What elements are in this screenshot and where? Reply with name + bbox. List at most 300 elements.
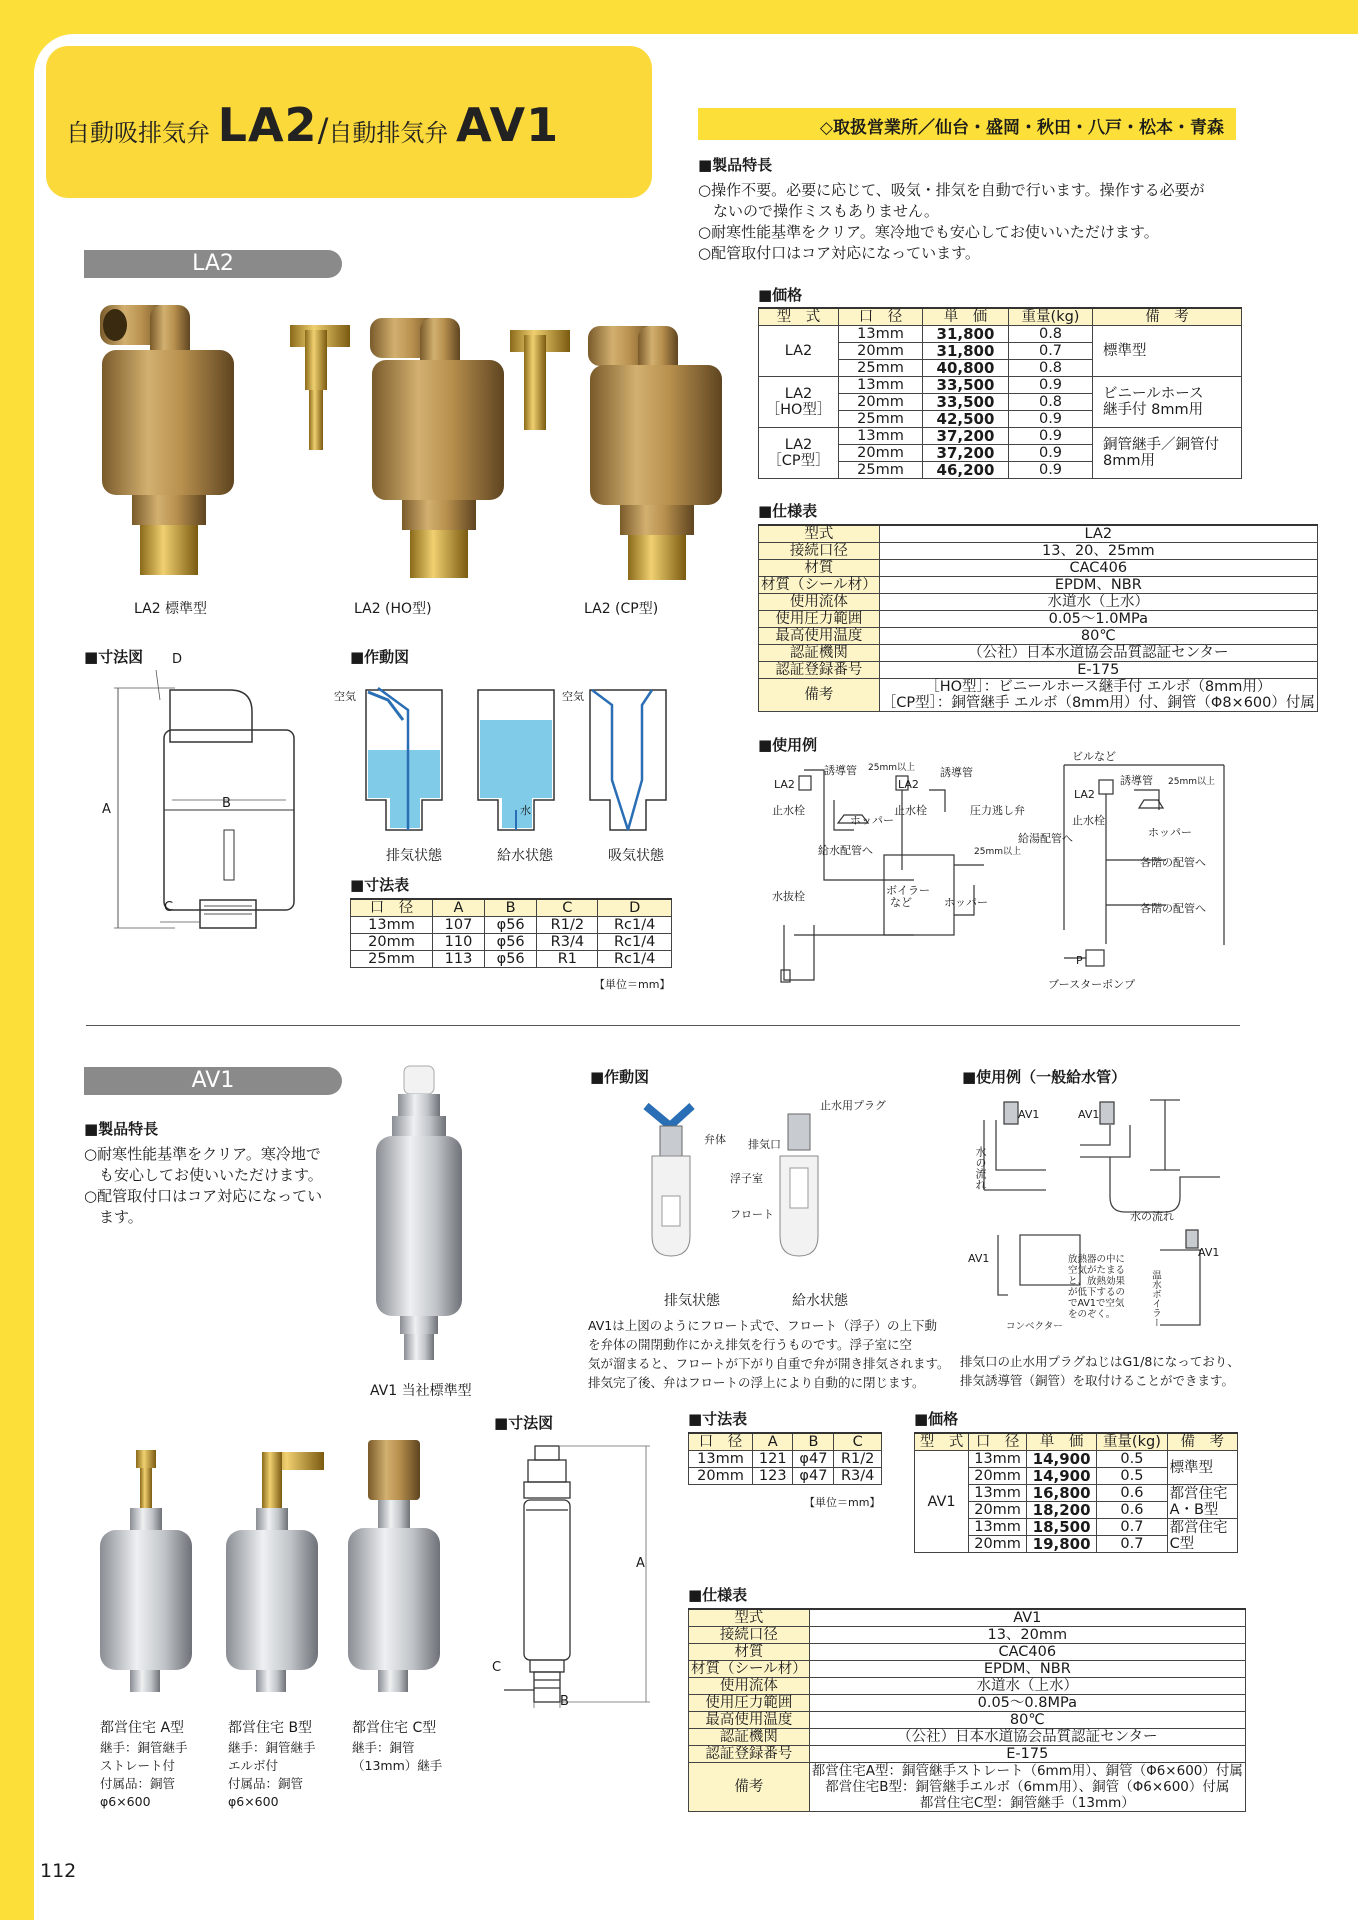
table-cell: E-175 — [879, 662, 1317, 679]
table-row — [759, 611, 1318, 628]
table-cell: 水道水（上水） — [879, 594, 1317, 611]
table-cell: （公社）日本水道協会品質認証センター — [879, 645, 1317, 662]
av1-op-chamber: 浮子室 — [730, 1172, 763, 1185]
la2-op-heading: ■作動図 — [350, 648, 410, 666]
av1-price-heading: ■価格 — [914, 1410, 959, 1428]
section-divider — [86, 1025, 1240, 1026]
table-header: 単 価 — [1026, 1433, 1096, 1451]
usage-relief: 圧力逃し弁 — [970, 804, 1025, 817]
table-cell: Rc1/4 — [598, 917, 672, 934]
table-header: 備 考 — [1167, 1433, 1237, 1451]
la2-dim-a: A — [102, 802, 111, 817]
av1-variant-line: 付属品：銅管 — [228, 1776, 304, 1791]
table-row — [689, 1678, 1246, 1695]
table-cell: AV1 — [915, 1451, 969, 1553]
table-cell: 13mm — [969, 1485, 1027, 1502]
table-cell: 標準型 — [1167, 1451, 1237, 1485]
table-cell: 25mm — [351, 951, 433, 968]
table-cell: Rc1/4 — [598, 951, 672, 968]
cell-line: ［CP型］ — [767, 453, 830, 469]
table-cell: 80℃ — [809, 1712, 1245, 1729]
la2-feature-line: ○配管取付口はコア対応になっています。 — [698, 244, 980, 262]
usage-stop2: 止水栓 — [894, 804, 927, 817]
table-cell: 認証機関 — [759, 645, 880, 662]
av1-price-table — [914, 1432, 1238, 1553]
top-border — [0, 0, 1358, 34]
table-cell — [809, 1763, 1245, 1812]
table-cell: 備考 — [689, 1763, 810, 1812]
usage-stop3: 止水栓 — [1072, 814, 1105, 827]
la2-pill: LA2 — [84, 250, 342, 278]
table-cell — [1093, 428, 1242, 479]
av1-feature-line: も安心してお使いいただけます。 — [84, 1166, 323, 1184]
table-cell: 42,500 — [923, 411, 1009, 428]
table-cell: LA2 — [759, 326, 839, 377]
usage-la2-c: LA2 — [1074, 788, 1095, 801]
table-cell: 20mm — [969, 1536, 1027, 1553]
cell-line: 都営住宅 — [1169, 1519, 1228, 1536]
table-cell: 25mm — [839, 411, 923, 428]
usage-hotwater: 給湯配管へ — [1018, 832, 1073, 845]
table-cell: R3/4 — [537, 934, 598, 951]
table-cell: R1/2 — [834, 1451, 882, 1468]
page-number: 112 — [40, 1860, 77, 1882]
av1-usage-flow1: 水の流れ — [974, 1146, 987, 1190]
av1-variant-line: （13mm）継手 — [352, 1758, 443, 1773]
la2-dimtable — [350, 898, 672, 968]
av1-variant-line: φ6×600 — [100, 1794, 151, 1809]
la2-caption-standard: LA2 標準型 — [134, 601, 208, 617]
la2-spec-table — [758, 524, 1318, 712]
usage-guide1: 誘導管 — [824, 764, 857, 777]
table-header: B — [793, 1433, 834, 1451]
usage-25mm-a: 25mm以上 — [868, 763, 915, 773]
av1-usage-desc-line: 排気誘導管（銅管）を取付けることができます。 — [960, 1373, 1235, 1388]
table-cell: 33,500 — [923, 394, 1009, 411]
table-cell: 認証登録番号 — [689, 1746, 810, 1763]
la2-dim-c: C — [164, 900, 174, 915]
table-row — [689, 1451, 882, 1468]
av1-main-photo — [364, 1066, 484, 1366]
table-row — [689, 1712, 1246, 1729]
table-row — [351, 934, 672, 951]
av1-variant-line: ストレート付 — [100, 1758, 176, 1773]
av1-features — [84, 1144, 323, 1228]
table-header: 口 径 — [969, 1433, 1027, 1451]
table-cell: 最高使用温度 — [759, 628, 880, 645]
av1-usage-av1d: AV1 — [1198, 1246, 1220, 1259]
la2-ho-photo — [290, 318, 504, 578]
cell-line: ビニールホース — [1103, 386, 1204, 402]
usage-boiler1: ボイラー — [886, 884, 930, 897]
table-cell: 14,900 — [1026, 1468, 1096, 1485]
table-cell: 0.6 — [1097, 1502, 1167, 1519]
usage-each1: 各階の配管へ — [1140, 856, 1206, 869]
op-exhaust — [366, 688, 442, 830]
la2-op-state1: 排気状態 — [386, 848, 442, 864]
av1-variant-line: 継手：銅管継手 — [100, 1740, 188, 1755]
table-header: 口 径 — [351, 899, 433, 917]
table-cell: 備考 — [759, 679, 880, 712]
table-header-row — [915, 1433, 1238, 1451]
table-cell: 接続口径 — [759, 543, 880, 560]
cell-line: 都営住宅C型：銅管継手（13mm） — [919, 1795, 1135, 1811]
table-header: 口 径 — [839, 308, 923, 326]
la2-dimtable-heading: ■寸法表 — [350, 876, 410, 894]
cell-line: 都営住宅 — [1169, 1485, 1228, 1502]
av1-dimtable-heading: ■寸法表 — [688, 1410, 748, 1428]
usage-hopper2: ホッパー — [944, 896, 988, 909]
table-cell: 認証機関 — [689, 1729, 810, 1746]
usage-p: P — [1076, 954, 1083, 967]
table-cell: 0.7 — [1097, 1519, 1167, 1536]
av1-main-caption: AV1 当社標準型 — [370, 1383, 472, 1399]
av1-op-desc-line: 気が溜まると、フロートが下がり自重で弁が開き排気されます。 — [588, 1356, 950, 1371]
av1-op-float: フロート — [730, 1208, 774, 1221]
table-cell: 13mm — [689, 1451, 753, 1468]
table-cell: 材質（シール材） — [759, 577, 880, 594]
av1-usage-note-line: でAV1で空気 — [1068, 1298, 1125, 1309]
la2-spec-heading: ■仕様表 — [758, 502, 818, 520]
la2-dimtable-unit: 【単位＝mm】 — [594, 978, 671, 991]
usage-stop1: 止水栓 — [772, 804, 805, 817]
la2-standard-photo — [100, 305, 234, 575]
av1-dim-drawing — [500, 1440, 670, 1710]
av1-variant-b-text — [228, 1718, 316, 1811]
table-cell: 使用圧力範囲 — [759, 611, 880, 628]
table-cell: 認証登録番号 — [759, 662, 880, 679]
av1-usage-boiler: 温水ボイラー — [1150, 1270, 1161, 1327]
usage-building: ビルなど — [1072, 750, 1116, 763]
table-row — [759, 628, 1318, 645]
usage-pump: ブースターポンプ — [1048, 978, 1136, 991]
title-box — [46, 46, 652, 198]
av1-variant-title: 都営住宅 B型 — [228, 1720, 313, 1736]
av1-dim-c: C — [492, 1660, 502, 1675]
table-cell: 46,200 — [923, 462, 1009, 479]
usage-hopper1: ホッパー — [850, 814, 894, 827]
table-cell: 121 — [753, 1451, 793, 1468]
table-row — [759, 577, 1318, 594]
table-cell — [1167, 1485, 1237, 1519]
table-row — [759, 560, 1318, 577]
table-cell: 20mm — [969, 1468, 1027, 1485]
table-cell: 標準型 — [1093, 326, 1242, 377]
table-cell: 0.9 — [1009, 462, 1093, 479]
table-cell: 使用流体 — [759, 594, 880, 611]
cell-line: 銅管継手／銅管付 — [1103, 437, 1219, 453]
cell-line: LA2 — [784, 437, 813, 453]
cell-line: C型 — [1169, 1535, 1195, 1552]
table-header: C — [537, 899, 598, 917]
cell-line: ［HO型］：ビニールホース継手付 エルボ（8mm用） — [925, 679, 1272, 695]
av1-variant-line: エルボ付 — [228, 1758, 279, 1773]
av1-usage-desc-line: 排気口の止水用プラグねじはG1/8になっており、 — [960, 1354, 1240, 1369]
table-cell: 16,800 — [1026, 1485, 1096, 1502]
table-row — [759, 594, 1318, 611]
table-cell: 18,500 — [1026, 1519, 1096, 1536]
table-row — [689, 1729, 1246, 1746]
table-row — [689, 1609, 1246, 1627]
table-cell: 110 — [433, 934, 485, 951]
table-row — [689, 1661, 1246, 1678]
table-cell: 80℃ — [879, 628, 1317, 645]
table-cell: 13mm — [839, 377, 923, 394]
av1-op-desc-line: AV1は上図のようにフロート式で、フロート（浮子）の上下動 — [588, 1318, 938, 1333]
la2-usage-drawing — [764, 750, 1244, 1000]
table-cell: 37,200 — [923, 445, 1009, 462]
table-cell: 0.9 — [1009, 428, 1093, 445]
table-cell: 19,800 — [1026, 1536, 1096, 1553]
table-cell: 13mm — [351, 917, 433, 934]
table-cell: 20mm — [839, 445, 923, 462]
av1-variant-line: 継手：銅管継手 — [228, 1740, 316, 1755]
table-cell — [759, 428, 839, 479]
table-header: 重量(kg) — [1097, 1433, 1167, 1451]
table-cell: 0.8 — [1009, 394, 1093, 411]
table-row — [759, 543, 1318, 560]
la2-op-drawing — [348, 680, 678, 840]
table-header-row — [759, 308, 1242, 326]
table-row — [759, 525, 1318, 543]
la2-dim-d: D — [172, 652, 183, 667]
cell-line: A・B型 — [1169, 1501, 1219, 1518]
table-cell: 接続口径 — [689, 1627, 810, 1644]
table-cell: 0.5 — [1097, 1468, 1167, 1485]
table-cell: 0.5 — [1097, 1451, 1167, 1468]
table-row — [759, 679, 1318, 712]
av1-variant-line: 継手：銅管 — [352, 1740, 415, 1755]
usage-hopper3: ホッパー — [1148, 826, 1192, 839]
table-cell: 13mm — [969, 1519, 1027, 1536]
table-cell: φ47 — [793, 1451, 834, 1468]
la2-usage-heading: ■使用例 — [758, 736, 818, 754]
table-header-row — [351, 899, 672, 917]
table-row — [689, 1695, 1246, 1712]
usage-boiler2: など — [890, 896, 912, 909]
la2-feature-line: ないので操作ミスもありません。 — [698, 202, 939, 220]
la2-feature-line: ○操作不要。必要に応じて、吸気・排気を自動で行います。操作する必要が — [698, 181, 1205, 199]
table-cell: 25mm — [839, 462, 923, 479]
table-cell — [1093, 377, 1242, 428]
cell-line: 継手付 8mm用 — [1103, 402, 1204, 418]
table-cell: φ56 — [484, 951, 536, 968]
la2-dim-drawing — [100, 660, 300, 920]
av1-op-heading: ■作動図 — [590, 1068, 650, 1086]
table-header: 型 式 — [759, 308, 839, 326]
table-cell — [759, 377, 839, 428]
table-header: A — [753, 1433, 793, 1451]
title-mid: 自動排気弁 — [328, 119, 456, 147]
table-row — [759, 645, 1318, 662]
table-cell: 40,800 — [923, 360, 1009, 377]
table-cell: 使用流体 — [689, 1678, 810, 1695]
la2-op-air1: 空気 — [334, 690, 356, 703]
table-cell — [879, 679, 1317, 712]
table-cell: φ56 — [484, 917, 536, 934]
table-cell: R3/4 — [834, 1468, 882, 1485]
table-header: 単 価 — [923, 308, 1009, 326]
table-header: 重量(kg) — [1009, 308, 1093, 326]
table-cell: 14,900 — [1026, 1451, 1096, 1468]
table-cell: Rc1/4 — [598, 934, 672, 951]
av1-variant-a-text — [100, 1718, 188, 1811]
la2-price-table — [758, 307, 1242, 479]
table-cell: EPDM、NBR — [809, 1661, 1245, 1678]
usage-25mm-b: 25mm以上 — [974, 847, 1021, 857]
table-cell: 18,200 — [1026, 1502, 1096, 1519]
table-cell: 0.8 — [1009, 326, 1093, 343]
table-cell — [1167, 1519, 1237, 1553]
usage-supply: 給水配管へ — [818, 844, 873, 857]
la2-op-air2: 空気 — [562, 690, 584, 703]
table-cell: 材質 — [689, 1644, 810, 1661]
op-supply — [478, 690, 554, 830]
page-title — [66, 98, 559, 152]
title-prefix: 自動吸排気弁 — [66, 119, 218, 147]
table-row — [351, 917, 672, 934]
table-row — [759, 428, 1242, 445]
title-model-av1: AV1 — [455, 98, 560, 152]
table-cell: 20mm — [689, 1468, 753, 1485]
table-cell: 0.7 — [1009, 343, 1093, 360]
table-row — [759, 662, 1318, 679]
title-sep: / — [317, 111, 329, 149]
av1-usage-av1c: AV1 — [968, 1252, 990, 1265]
la2-op-water: 水 — [520, 804, 531, 817]
av1-usage-note-line: 空気がたまる — [1068, 1265, 1126, 1276]
table-cell: 113 — [433, 951, 485, 968]
cell-line: LA2 — [784, 386, 813, 402]
table-cell: 107 — [433, 917, 485, 934]
av1-spec-table — [688, 1608, 1246, 1812]
av1-usage-flow2: 水の流れ — [1130, 1210, 1174, 1223]
table-cell: 13mm — [839, 428, 923, 445]
table-cell: 材質 — [759, 560, 880, 577]
table-cell: 20mm — [351, 934, 433, 951]
table-cell: 0.9 — [1009, 445, 1093, 462]
av1-dimtable-unit: 【単位＝mm】 — [804, 1496, 881, 1509]
av1-b-photo — [226, 1452, 324, 1692]
table-cell: 最高使用温度 — [689, 1712, 810, 1729]
av1-dim-b: B — [560, 1694, 569, 1709]
av1-pill: AV1 — [84, 1067, 342, 1095]
av1-feature-line: ○配管取付口はコア対応になってい — [84, 1187, 323, 1205]
table-header: D — [598, 899, 672, 917]
table-cell: 13mm — [839, 326, 923, 343]
table-cell: 31,800 — [923, 343, 1009, 360]
table-cell: 37,200 — [923, 428, 1009, 445]
left-border — [0, 0, 34, 1920]
table-cell: 13、20、25mm — [879, 543, 1317, 560]
la2-features-heading: ■製品特長 — [698, 156, 773, 174]
av1-dim-heading: ■寸法図 — [494, 1414, 554, 1432]
av1-variant-title: 都営住宅 A型 — [100, 1720, 185, 1736]
table-row — [351, 951, 672, 968]
table-cell: CAC406 — [809, 1644, 1245, 1661]
av1-dim-a: A — [636, 1556, 645, 1571]
table-cell: （公社）日本水道協会品質認証センター — [809, 1729, 1245, 1746]
la2-cp-photo — [510, 326, 722, 580]
usage-drain: 水抜栓 — [772, 890, 805, 903]
table-cell: 13、20mm — [809, 1627, 1245, 1644]
av1-feature-line: ます。 — [84, 1208, 143, 1226]
usage-25mm-c: 25mm以上 — [1168, 777, 1215, 787]
la2-op-state2: 給水状態 — [497, 848, 553, 864]
la2-feature-line: ○耐寒性能基準をクリア。寒冷地でも安心してお使いいただけます。 — [698, 223, 1159, 241]
table-cell: 型式 — [759, 525, 880, 543]
table-cell: 0.8 — [1009, 360, 1093, 377]
table-row — [759, 326, 1242, 343]
av1-variant-title: 都営住宅 C型 — [352, 1720, 437, 1736]
table-cell: 型式 — [689, 1609, 810, 1627]
cell-line: 8mm用 — [1103, 453, 1155, 469]
la2-features — [698, 180, 1205, 264]
av1-op-state1: 排気状態 — [664, 1293, 720, 1309]
av1-op-desc — [588, 1316, 950, 1392]
av1-usage-note-line: が低下するの — [1068, 1287, 1126, 1298]
table-cell: 20mm — [969, 1502, 1027, 1519]
table-cell: CAC406 — [879, 560, 1317, 577]
av1-variant-line: φ6×600 — [228, 1794, 279, 1809]
table-header: A — [433, 899, 485, 917]
av1-usage-note-line: をのぞく。 — [1068, 1309, 1116, 1320]
table-cell: φ56 — [484, 934, 536, 951]
table-header: C — [834, 1433, 882, 1451]
op-intake — [590, 690, 666, 830]
av1-usage-desc — [960, 1352, 1240, 1390]
usage-la2-a: LA2 — [774, 778, 795, 791]
table-cell: 水道水（上水） — [809, 1678, 1245, 1695]
av1-usage-note — [1068, 1254, 1125, 1320]
av1-op-valve: 弁体 — [704, 1133, 726, 1146]
la2-caption-ho: LA2 (HO型) — [354, 601, 432, 617]
table-cell: 材質（シール材） — [689, 1661, 810, 1678]
table-cell: 20mm — [839, 394, 923, 411]
table-cell: 31,800 — [923, 326, 1009, 343]
av1-usage-av1b: AV1 — [1078, 1108, 1100, 1121]
av1-c-photo — [348, 1440, 440, 1692]
cell-line: ［HO型］ — [765, 402, 832, 418]
av1-variant-line: 付属品：銅管 — [100, 1776, 176, 1791]
av1-spec-heading: ■仕様表 — [688, 1586, 748, 1604]
la2-price-heading: ■価格 — [758, 286, 803, 304]
table-row — [689, 1468, 882, 1485]
av1-usage-note-line: 放熱器の中に — [1068, 1254, 1126, 1265]
la2-caption-cp: LA2 (CP型) — [584, 601, 659, 617]
usage-la2-b: LA2 — [898, 778, 919, 791]
av1-op-drawing — [640, 1096, 900, 1286]
table-row — [689, 1746, 1246, 1763]
av1-usage-heading: ■使用例（一般給水管） — [962, 1068, 1127, 1086]
av1-op-desc-line: を弁体の開閉動作にかえ排気を行うものです。浮子室に空 — [588, 1337, 913, 1352]
table-cell: 13mm — [969, 1451, 1027, 1468]
table-header: 口 径 — [689, 1433, 753, 1451]
table-row — [759, 377, 1242, 394]
cell-line: 都営住宅B型：銅管継手エルボ（6mm用）、銅管（Φ6×600）付属 — [825, 1779, 1230, 1795]
av1-dimtable — [688, 1432, 882, 1485]
av1-usage-note-line: と、放熱効果 — [1068, 1276, 1126, 1287]
table-cell: 0.05〜0.8MPa — [809, 1695, 1245, 1712]
av1-usage-convector: コンベクター — [1006, 1321, 1063, 1332]
table-cell: 0.7 — [1097, 1536, 1167, 1553]
cell-line: 都営住宅A型：銅管継手ストレート（6mm用）、銅管（Φ6×600）付属 — [811, 1763, 1243, 1779]
table-header: 型 式 — [915, 1433, 969, 1451]
la2-photos — [90, 300, 690, 590]
usage-guide3: 誘導管 — [1120, 774, 1153, 787]
av1-usage-av1a: AV1 — [1018, 1108, 1040, 1121]
av1-op-outlet: 排気口 — [748, 1138, 781, 1151]
